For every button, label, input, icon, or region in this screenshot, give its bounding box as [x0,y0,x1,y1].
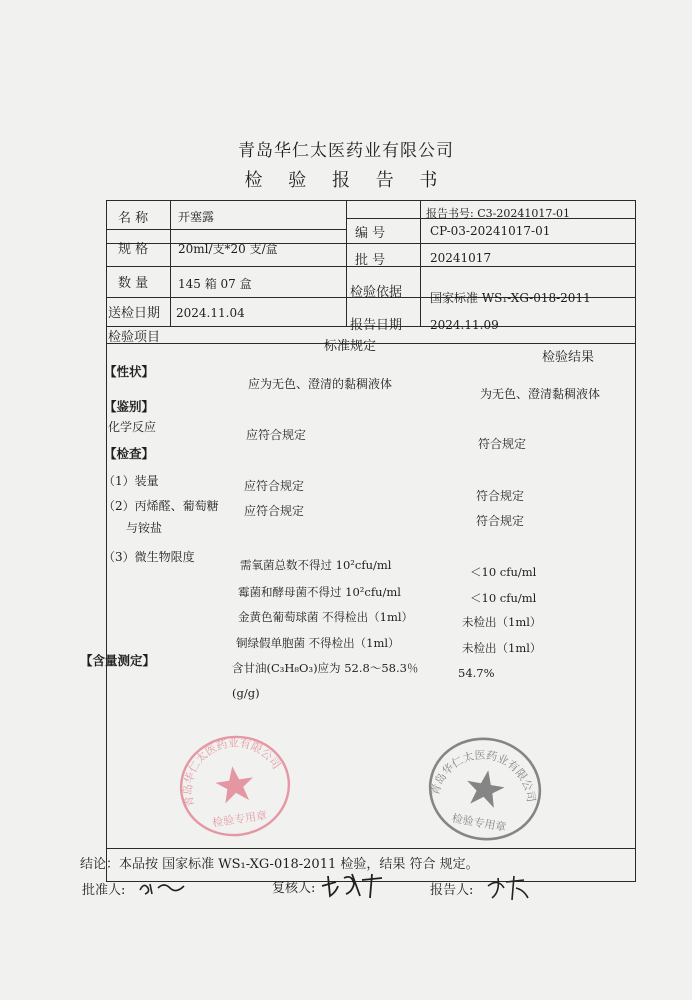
acrolein-item-2: 与铵盐 [126,521,163,535]
micro-result-1: ＜10 cfu/ml [470,565,537,579]
section-appearance: 【性状】 [104,364,155,379]
acrolein-standard: 应符合规定 [244,504,305,518]
col-standard: 标准规定 [324,339,377,354]
appearance-result: 为无色、澄清黏稠液体 [480,387,601,401]
reviewer-signature [318,868,388,902]
grid-line [420,200,421,326]
section-identify: 【鉴别】 [104,399,155,414]
micro-standard-2: 霉菌和酵母菌不得过 10²cfu/ml [238,585,401,599]
micro-result-4: 未检出（1ml） [462,641,542,655]
micro-standard-1: 需氧菌总数不得过 10²cfu/ml [240,558,392,572]
stamp-right-ring-text: 青岛华仁太医药业有限公司 [428,748,538,803]
grid-line [106,848,636,849]
col-result: 检验结果 [542,350,595,365]
star-icon [463,767,507,809]
acrolein-result: 符合规定 [476,514,525,528]
acrolein-item: （2）丙烯醛、葡萄糖 [103,499,219,513]
document-title: 检 验 报 告 书 [244,170,448,191]
chem-item: 化学反应 [108,420,157,434]
assay-standard-2: (g/g) [232,686,260,700]
fill-item: （1）装量 [103,474,159,488]
reporter-label: 报告人: [430,883,474,898]
stamp-right-center: 检验专用章 [450,811,508,835]
report-date-value: 2024.11.09 [430,318,499,332]
batch-label: 批 号 [355,253,386,268]
assay-result: 54.7% [458,666,495,680]
basis-value: 国家标准 WS₁-XG-018-2011 [430,291,591,305]
grid-line [170,200,171,326]
code-label: 编 号 [355,226,386,241]
name-value: 开塞露 [178,210,215,224]
fill-standard: 应符合规定 [244,479,305,493]
reporter-signature [484,872,532,904]
qty-value: 145 箱 07 盒 [178,277,252,291]
spec-value: 20ml/支*20 支/盒 [178,242,278,256]
quality-stamp-left [170,728,300,844]
approver-label: 批准人: [82,883,126,898]
micro-item: （3）微生物限度 [103,550,195,564]
section-check: 【检查】 [104,446,155,461]
grid-line [346,218,636,219]
send-date-label: 送检日期 [108,306,161,321]
qty-label: 数 量 [118,276,149,291]
grid-line [106,229,346,230]
report-date-label: 报告日期 [350,318,403,333]
batch-value: 20241017 [430,251,492,265]
name-label: 名 称 [118,211,149,226]
stamp-left-center: 检验专用章 [211,808,268,830]
section-assay: 【含量测定】 [80,653,156,668]
basis-label: 检验依据 [350,285,403,300]
send-date-value: 2024.11.04 [176,306,245,320]
approver-signature [136,876,192,898]
reviewer-label: 复核人: [272,881,316,896]
code-value: CP-03-20241017-01 [430,224,551,238]
grid-line [346,200,347,326]
company-name: 青岛华仁太医药业有限公司 [238,141,454,161]
micro-standard-4: 铜绿假单胞菌 不得检出（1ml） [236,636,400,650]
appearance-standard: 应为无色、澄清的黏稠液体 [248,377,393,391]
col-item: 检验项目 [108,330,161,345]
star-icon [213,764,256,805]
fill-result: 符合规定 [476,489,525,503]
chem-standard: 应符合规定 [246,428,307,442]
micro-result-2: ＜10 cfu/ml [470,591,537,605]
report-number: 报告书号: C3-20241017-01 [426,207,571,220]
assay-standard: 含甘油(C₃H₈O₃)应为 52.8～58.3％ [232,661,419,675]
quality-stamp-right [420,730,550,848]
spec-label: 规 格 [118,242,149,257]
conclusion: 结论：本品按 国家标准 WS₁-XG-018-2011 检验，结果 符合 规定。 [80,857,479,872]
stamp-left-ring-text: 青岛华仁太医药业有限公司 [181,736,283,809]
chem-result: 符合规定 [478,437,527,451]
micro-result-3: 未检出（1ml） [462,615,542,629]
micro-standard-3: 金黄色葡萄球菌 不得检出（1ml） [238,610,414,624]
